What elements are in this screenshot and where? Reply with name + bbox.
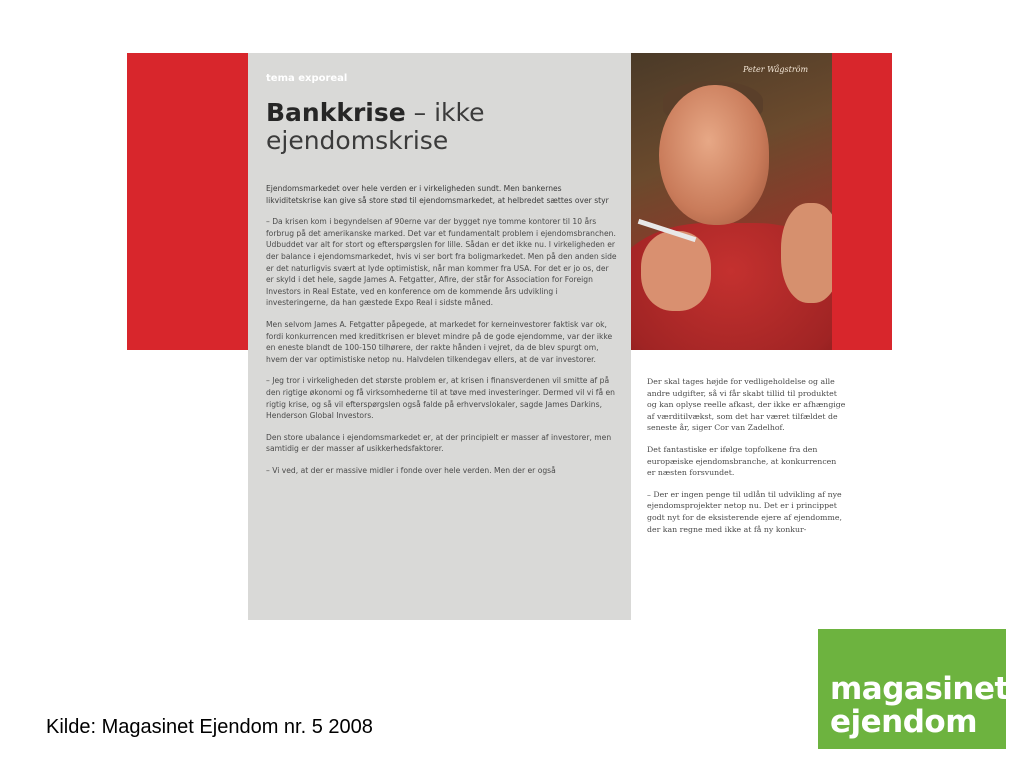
photo-hand-right bbox=[781, 203, 832, 303]
article-right-column bbox=[647, 376, 847, 545]
article-scan-image bbox=[127, 53, 892, 620]
red-band-left bbox=[127, 53, 248, 350]
headline-rest: – ikke ejendomskrise bbox=[266, 98, 485, 155]
photo-head bbox=[659, 85, 769, 225]
logo-line-2: ejendom bbox=[830, 704, 978, 740]
photo-hand-left bbox=[641, 231, 711, 311]
source-caption: Kilde: Magasinet Ejendom nr. 5 2008 bbox=[46, 716, 373, 738]
right-paragraph: – Der er ingen penge til udlån til udvikling af nye ejendomsprojekter netop nu. Det er i princippet godt nyt for de eksisterende ejere af ejendomme, der kan regne med ikke at få ny konkur- bbox=[647, 489, 842, 534]
article-kicker: tema exporeal bbox=[266, 73, 348, 84]
article-paragraph: Men selvom James A. Fetgatter påpegede, at markedet for kerneinvestorer faktisk var ok, fordi konkurrencen med kreditkrisen er blevet mindre på de gode ejendomme, var der ikke en eneste blandt de 100-150 tilhørere, der rakte hånden i vejret, da de blev spurgt om, hvem der var optimistiske netop nu. Halvdelen tilkendegav ellers, at de var investorer. bbox=[266, 319, 613, 364]
article-paragraph: Ejendomsmarkedet over hele verden er i virkeligheden sundt. Men bankernes likviditetskrise kan give så store stød til ejendomsmarkedet, at helbredet sættes over styr bbox=[266, 184, 609, 205]
logo-line-1: magasinet bbox=[830, 671, 1009, 707]
magasinet-ejendom-logo bbox=[818, 629, 1009, 749]
portrait-photo bbox=[631, 53, 832, 350]
article-paragraph: Den store ubalance i ejendomsmarkedet er, at der principielt er masser af investorer, men samtidig er der masser af usikkerhedsfaktorer. bbox=[266, 432, 612, 454]
right-paragraph: Det fantastiske er ifølge topfolkene fra den europæiske ejendomsbranche, at konkurrencen er næsten forsvundet. bbox=[647, 444, 837, 478]
article-headline bbox=[266, 99, 516, 155]
article-paragraph: – Da krisen kom i begyndelsen af 90erne var der bygget nye tomme kontorer til 10 års forbrug på det amerikanske marked. Det var et fundamentalt problem i ejendomsbranchen. Udbuddet var alt for stort og efterspørgslen for lille. Sådan er det ikke nu. I virkeligheden er der balance i ejendomsmarkedet, hvis vi ser bort fra boligmarkedet. Men på den anden side er det naturligvis svært at lyde optimistisk, når man kommer fra USA. For det er jo os, der er skyld i det hele, sagde James A. Fetgatter, Afire, der står for Association for Foreign Investors in Real Estate, ved en konference om de kommende års udvikling i investeringerne, da han gæstede Expo Real i sidste måned. bbox=[266, 217, 617, 308]
headline-bold: Bankkrise bbox=[266, 98, 406, 127]
article-body bbox=[266, 183, 618, 486]
right-paragraph: Der skal tages højde for vedligeholdelse og alle andre udgifter, så vi får skabt tillid til produktet og kan oplyse reelle afkast, der ikke er afhængige af værditilvækst, som det har været tilfældet de seneste år, siger Cor van Zadelhof. bbox=[647, 377, 846, 433]
red-band-right bbox=[832, 53, 892, 350]
article-paragraph: – Vi ved, at der er massive midler i fonde over hele verden. Men der er også bbox=[266, 465, 556, 475]
article-paragraph: – Jeg tror i virkeligheden det største problem er, at krisen i finansverdenen vil smitte af på den rigtige økonomi og få virksomhederne til at tøve med investeringer. Dermed vil vi få en rigtig krise, og så vil efterspørgslen også falde på erhvervslokaler, sagde James Darkins, Henderson Global Investors. bbox=[266, 376, 615, 421]
photo-credit: Peter Wågström bbox=[743, 65, 809, 74]
